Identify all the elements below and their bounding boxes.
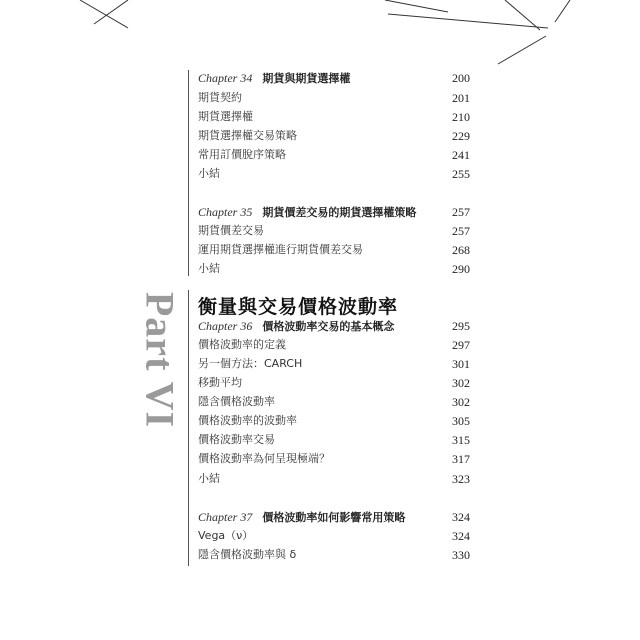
page-number: 295 (452, 319, 470, 333)
toc-entry[interactable]: 隱含價格波動率與 δ 330 (198, 548, 470, 562)
chapter-number: Chapter 34 (198, 71, 253, 85)
toc-entry[interactable]: 期貨契約 201 (198, 91, 470, 105)
chapter-37-entry[interactable] (198, 508, 470, 526)
chapter-number: Chapter 35 (198, 205, 253, 219)
toc-entry[interactable]: 常用訂價脫序策略 241 (198, 148, 470, 162)
rule-upper (188, 70, 189, 276)
toc-entry[interactable]: 隱含價格波動率 302 (198, 395, 470, 409)
chapter-number: Chapter 36 (198, 319, 253, 333)
toc-entry[interactable]: Vega（ν） 324 (198, 529, 470, 543)
page-number: 257 (452, 205, 470, 219)
part-title: 衡量與交易價格波動率 (198, 296, 399, 318)
toc-entry[interactable]: 小結 255 (198, 167, 470, 181)
chapter-36-entry[interactable] (198, 317, 470, 335)
rule-lower (188, 290, 189, 566)
toc-entry[interactable]: 期貨選擇權交易策略 229 (198, 129, 470, 143)
toc-entry[interactable]: 另一個方法：CARCH 301 (198, 357, 470, 371)
part-label: Part VI (137, 291, 183, 429)
toc-entry[interactable]: 價格波動率的定義 297 (198, 338, 470, 352)
toc-entry[interactable]: 小結 290 (198, 262, 470, 276)
chapter-35-entry[interactable] (198, 203, 470, 221)
chapter-34-entry[interactable] (198, 69, 470, 87)
chapter-title: 期貨價差交易的期貨選擇權策略 (262, 206, 417, 219)
toc-entry[interactable]: 期貨價差交易 257 (198, 224, 470, 238)
toc-entry[interactable]: 價格波動率的波動率 305 (198, 414, 470, 428)
chapter-title: 價格波動率交易的基本概念 (262, 320, 395, 333)
page-number: 200 (452, 71, 470, 85)
chapter-title: 期貨與期貨選擇權 (262, 72, 351, 85)
toc-entry[interactable]: 運用期貨選擇權進行期貨價差交易 268 (198, 243, 470, 257)
page-number: 324 (452, 510, 470, 524)
toc-entry[interactable]: 移動平均 302 (198, 376, 470, 390)
chapter-title: 價格波動率如何影響常用策略 (262, 511, 406, 524)
toc-entry[interactable]: 價格波動率為何呈現極端？ 317 (198, 452, 470, 466)
chapter-number: Chapter 37 (198, 510, 253, 524)
toc-entry[interactable]: 小結 323 (198, 472, 470, 486)
toc-entry[interactable]: 期貨選擇權 210 (198, 110, 470, 124)
toc-entry[interactable]: 價格波動率交易 315 (198, 433, 470, 447)
